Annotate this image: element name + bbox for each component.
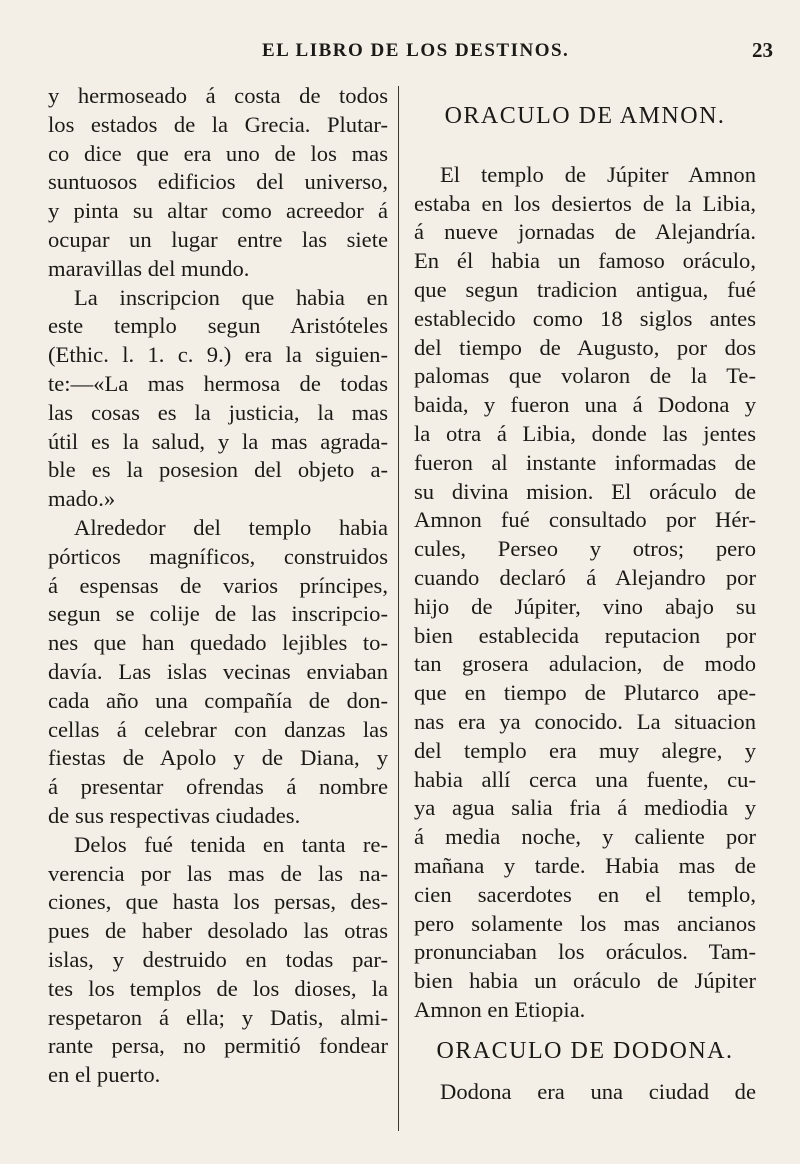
text-line: la otra á Libia, donde las jentes xyxy=(414,420,756,446)
text-line: á espensas de varios príncipes, xyxy=(48,572,388,598)
text-line: nas era ya conocido. La situacion xyxy=(414,708,756,734)
text-line: y pinta su altar como acreedor á xyxy=(48,198,388,224)
text-line: su divina mision. El oráculo de xyxy=(414,478,756,504)
text-line: estaba en los desiertos de la Libia, xyxy=(414,190,756,216)
right-column xyxy=(414,82,756,1106)
left-column xyxy=(48,82,388,1090)
text-line: cules, Perseo y otros; pero xyxy=(414,536,756,562)
text-line: La inscripcion que habia en xyxy=(74,284,388,310)
text-line: este templo segun Aristóteles xyxy=(48,313,388,339)
text-line: segun se colije de las inscripcio- xyxy=(48,601,388,627)
text-line: mado.» xyxy=(48,486,116,512)
text-line: mañana y tarde. Habia mas de xyxy=(414,852,756,878)
text-line: cada año una compañía de don- xyxy=(48,687,388,713)
text-line: nes que han quedado lejibles to- xyxy=(48,630,388,656)
text-line: los estados de la Grecia. Plutar- xyxy=(48,111,388,137)
text-line: de sus respectivas ciudades. xyxy=(48,802,301,828)
text-line: baida, y fueron una á Dodona y xyxy=(414,392,756,418)
text-line: tes los templos de los dioses, la xyxy=(48,975,388,1001)
text-line: rante persa, no permitió fondear xyxy=(48,1033,388,1059)
section-heading: ORACULO DE DODONA. xyxy=(436,1037,734,1064)
text-line: ocupar un lugar entre las siete xyxy=(48,226,388,252)
text-line: habia allí cerca una fuente, cu- xyxy=(414,766,756,792)
text-line: las cosas es la justicia, la mas xyxy=(48,399,388,425)
text-line: ciones, que hasta los persas, des- xyxy=(48,889,388,915)
text-line: cellas á celebrar con danzas las xyxy=(48,716,388,742)
text-line: Alrededor del templo habia xyxy=(74,514,388,540)
text-line: establecido como 18 siglos antes xyxy=(414,305,756,331)
text-line: Dodona era una ciudad de xyxy=(440,1078,756,1104)
text-line: te:—«La mas hermosa de todas xyxy=(48,370,388,396)
text-line: que en tiempo de Plutarco ape- xyxy=(414,680,756,706)
page-number: 23 xyxy=(752,38,773,62)
text-line: bien habia un oráculo de Júpiter xyxy=(414,968,756,994)
text-line: islas, y destruido en todas par- xyxy=(48,946,388,972)
text-line: pórticos magníficos, construidos xyxy=(48,543,388,569)
text-line: hijo de Júpiter, vino abajo su xyxy=(414,593,756,619)
text-line: ble es la posesion del objeto a- xyxy=(48,457,388,483)
column-divider xyxy=(398,86,399,1131)
text-line: á media noche, y caliente por xyxy=(414,824,756,850)
text-line: davía. Las islas vecinas enviaban xyxy=(48,658,388,684)
text-line: del templo era muy alegre, y xyxy=(414,737,756,763)
running-title: EL LIBRO DE LOS DESTINOS. xyxy=(262,40,570,61)
text-line: fueron al instante informadas de xyxy=(414,449,756,475)
text-line: útil es la salud, y la mas agrada- xyxy=(48,428,388,454)
text-line: maravillas del mundo. xyxy=(48,255,250,281)
text-line: palomas que volaron de la Te- xyxy=(414,363,756,389)
text-line: respetaron á ella; y Datis, almi- xyxy=(48,1004,388,1030)
text-line: bien establecida reputacion por xyxy=(414,622,756,648)
text-line: á presentar ofrendas á nombre xyxy=(48,774,388,800)
text-line: verencia por las mas de las na- xyxy=(48,860,388,886)
text-line: pero solamente los mas ancianos xyxy=(414,910,756,936)
text-line: fiestas de Apolo y de Diana, y xyxy=(48,745,388,771)
text-line: Delos fué tenida en tanta re- xyxy=(74,831,388,857)
text-line: cien sacerdotes en el templo, xyxy=(414,881,756,907)
text-line: tan grosera adulacion, de modo xyxy=(414,651,756,677)
text-line: ya agua salia fria á mediodia y xyxy=(414,795,756,821)
text-line: y hermoseado á costa de todos xyxy=(48,83,388,108)
text-line: cuando declaró á Alejandro por xyxy=(414,564,756,590)
text-line: Amnon en Etiopia. xyxy=(414,996,586,1022)
text-line: en el puerto. xyxy=(48,1062,161,1088)
text-line: Amnon fué consultado por Hér- xyxy=(414,507,756,533)
text-line: (Ethic. l. 1. c. 9.) era la siguien- xyxy=(48,342,388,368)
text-line: En él habia un famoso oráculo, xyxy=(414,248,756,274)
text-line: El templo de Júpiter Amnon xyxy=(440,161,756,187)
text-line: á nueve jornadas de Alejandría. xyxy=(414,219,756,245)
text-line: del tiempo de Augusto, por dos xyxy=(414,334,756,360)
text-line: pronunciaban los oráculos. Tam- xyxy=(414,939,756,965)
section-heading: ORACULO DE AMNON. xyxy=(444,103,726,129)
text-line: suntuosos edificios del universo, xyxy=(48,169,388,195)
text-line: que segun tradicion antigua, fué xyxy=(414,276,756,302)
text-line: co dice que era uno de los mas xyxy=(48,140,388,166)
text-line: pues de haber desolado las otras xyxy=(48,918,388,944)
